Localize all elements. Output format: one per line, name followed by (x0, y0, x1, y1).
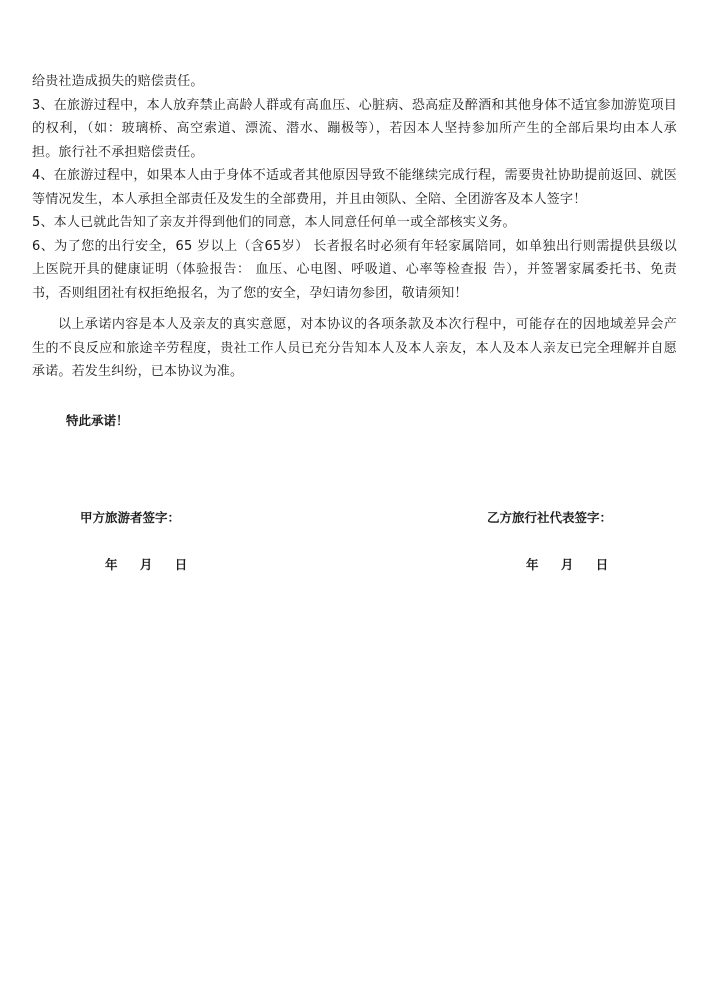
commitment-statement: 特此承诺！ (66, 413, 129, 428)
clause-5: 5、本人已就此告知了亲友并得到他们的同意，本人同意任何单一或全部核实义务。 (32, 215, 516, 230)
date-day-label: 日 (174, 557, 188, 572)
summary-paragraph: 以上承诺内容是本人及亲友的真实意愿，对本协议的各项条款及本次行程中，可能存在的因地域差异会产生的不良反应和旅途辛劳程度，贵社工作人员已充分告知本人及本人亲友，本人及本人亲友已完全理解并自愿承诺。若发生纠纷，已本协议为准。 (32, 317, 677, 379)
party-a-signature-label: 甲方旅游者签字： (80, 510, 181, 525)
clause-3: 3、在旅游过程中，本人放弃禁止高龄人群或有高血压、心脏病、恐高症及醉酒和其他身体不适宜参加游览项目的权利，（如：玻璃桥、高空索道、漂流、潜水、蹦极等），若因本人坚持参加所产生的全部后果均由本人承担。旅行社不承担赔偿责任。 (32, 97, 677, 160)
party-a-date (105, 555, 199, 573)
date-year-label: 年 (526, 557, 539, 572)
clause-4: 4、在旅游过程中，如果本人由于身体不适或者其他原因导致不能继续完成行程，需要贵社协助提前返回、就医等情况发生，本人承担全部责任及发生的全部费用，并且由领队、全陪、全团游客及本人签字！ (32, 168, 677, 207)
continued-line: 给贵社造成损失的赔偿责任。 (32, 74, 204, 89)
agreement-body (32, 70, 677, 384)
party-b-date (526, 555, 620, 573)
date-month-label: 月 (139, 557, 153, 572)
party-b-signature-label: 乙方旅行社代表签字： (487, 510, 613, 525)
date-month-label: 月 (560, 557, 574, 572)
date-year-label: 年 (105, 557, 118, 572)
date-day-label: 日 (595, 557, 609, 572)
clause-6: 6、为了您的出行安全，65 岁以上（含65岁） 长者报名时必须有年轻家属陪同，如单独出行则需提供县级以上医院开具的健康证明（体验报告： 血压、心电图、呼吸道、心率等检查报 告），并签署家属委托书、免责书，否则组团社有权拒绝报名，为了您的安全，孕妇请勿参团，敬请须知！ (32, 238, 677, 301)
